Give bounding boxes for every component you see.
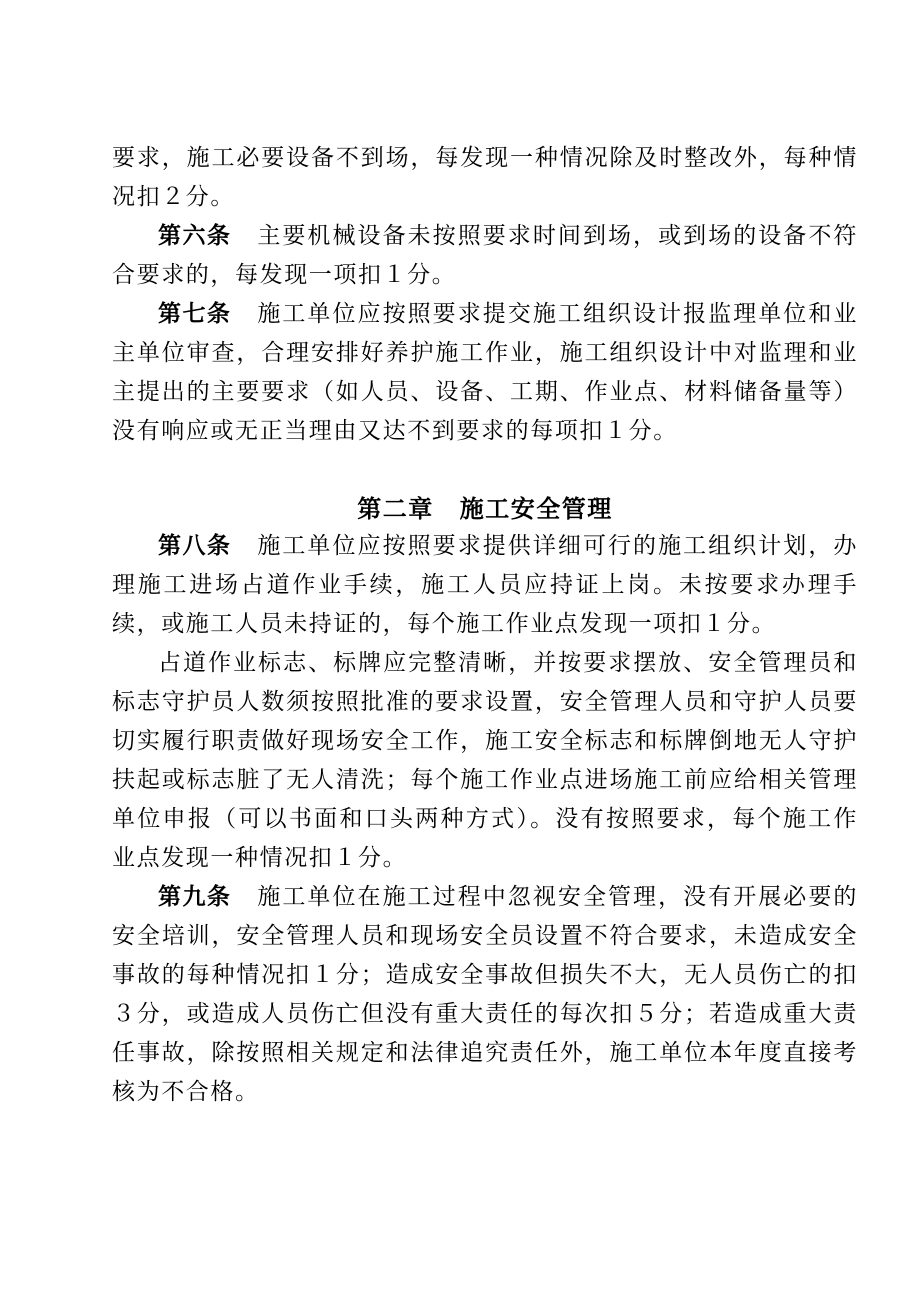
article-8-paragraph-2 — [112, 644, 858, 878]
article-6-text: 主要机械设备未按照要求时间到场，或到场的设备不符合要求的，每发现一项扣１分。 — [112, 223, 858, 288]
article-6 — [112, 217, 858, 295]
chapter-title: 施工安全管理 — [459, 495, 613, 523]
article-8 — [112, 527, 858, 644]
continuation-text: 要求，施工必要设备不到场，每发现一种情况除及时整改外，每种情况扣２分。 — [112, 145, 858, 210]
article-7-text: 施工单位应按照要求提交施工组织设计报监理单位和业主单位审查，合理安排好养护施工作业，施工组织设计中对监理和业主提出的主要要求（如人员、设备、工期、作业点、材料储备量等）没有响应或无正当理由又达不到要求的每项扣１分。 — [112, 301, 858, 444]
chapter-number: 第二章 — [357, 495, 434, 523]
article-9-number: 第九条 — [158, 884, 232, 910]
article-7-number: 第七条 — [158, 301, 232, 327]
article-7 — [112, 295, 858, 451]
continuation-paragraph — [112, 139, 858, 217]
article-8-text: 施工单位应按照要求提供详细可行的施工组织计划，办理施工进场占道作业手续，施工人员应持证上岗。未按要求办理手续，或施工人员未持证的，每个施工作业点发现一项扣１分。 — [112, 533, 858, 637]
document-body — [112, 139, 858, 1112]
article-8-p2-text: 占道作业标志、标牌应完整清晰，并按要求摆放、安全管理员和标志守护员人数须按照批准的要求设置，安全管理人员和守护人员要切实履行职责做好现场安全工作，施工安全标志和标牌倒地无人守护扶起或标志脏了无人清洗；每个施工作业点进场施工前应给相关管理单位申报（可以书面和口头两种方式）。没有按照要求，每个施工作业点发现一种情况扣１分。 — [112, 650, 858, 871]
article-8-number: 第八条 — [158, 533, 232, 559]
article-9 — [112, 878, 858, 1112]
article-6-number: 第六条 — [158, 223, 232, 249]
chapter-heading — [112, 491, 858, 527]
article-9-text: 施工单位在施工过程中忽视安全管理，没有开展必要的安全培训，安全管理人员和现场安全员设置不符合要求，未造成安全事故的每种情况扣１分；造成安全事故但损失不大，无人员伤亡的扣３分，或造成人员伤亡但没有重大责任的每次扣５分；若造成重大责任事故，除按照相关规定和法律追究责任外，施工单位本年度直接考核为不合格。 — [112, 884, 858, 1105]
